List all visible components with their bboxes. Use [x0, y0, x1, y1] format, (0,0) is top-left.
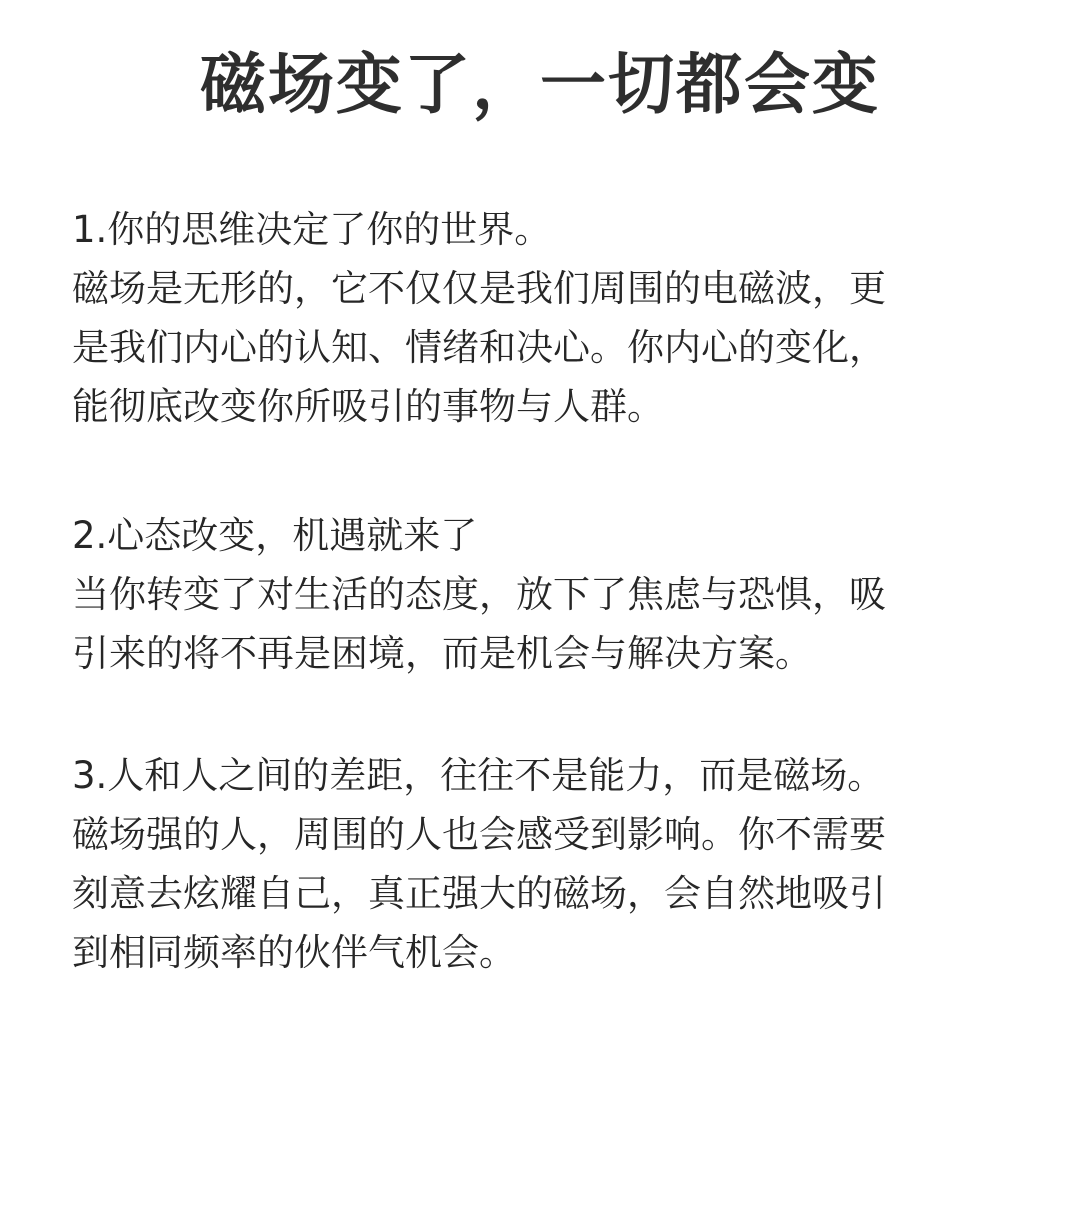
section-3: [72, 746, 1012, 982]
page-title: 磁场变了，一切都会变: [200, 46, 880, 123]
paragraph-line: 是我们内心的认知、情绪和决心。你内心的变化，: [72, 326, 886, 369]
paragraph-line: 到相同频率的伙伴气机会。: [72, 931, 516, 974]
section-2: [72, 506, 1012, 683]
paragraph-line: 能彻底改变你所吸引的事物与人群。: [72, 385, 664, 428]
paragraph-line: 磁场是无形的，它不仅仅是我们周围的电磁波，更: [72, 267, 886, 310]
section-1: [72, 200, 1012, 436]
paragraph-line: 当你转变了对生活的态度，放下了焦虑与恐惧，吸: [72, 573, 886, 616]
section-heading: 3.人和人之间的差距，往往不是能力，而是磁场。: [72, 754, 885, 797]
paragraph-line: 磁场强的人，周围的人也会感受到影响。你不需要: [72, 813, 886, 856]
section-heading: 1.你的思维决定了你的世界。: [72, 208, 552, 251]
section-heading: 2.心态改变，机遇就来了: [72, 514, 478, 557]
paragraph-line: 引来的将不再是困境，而是机会与解决方案。: [72, 632, 812, 675]
paragraph-line: 刻意去炫耀自己，真正强大的磁场，会自然地吸引: [72, 872, 886, 915]
